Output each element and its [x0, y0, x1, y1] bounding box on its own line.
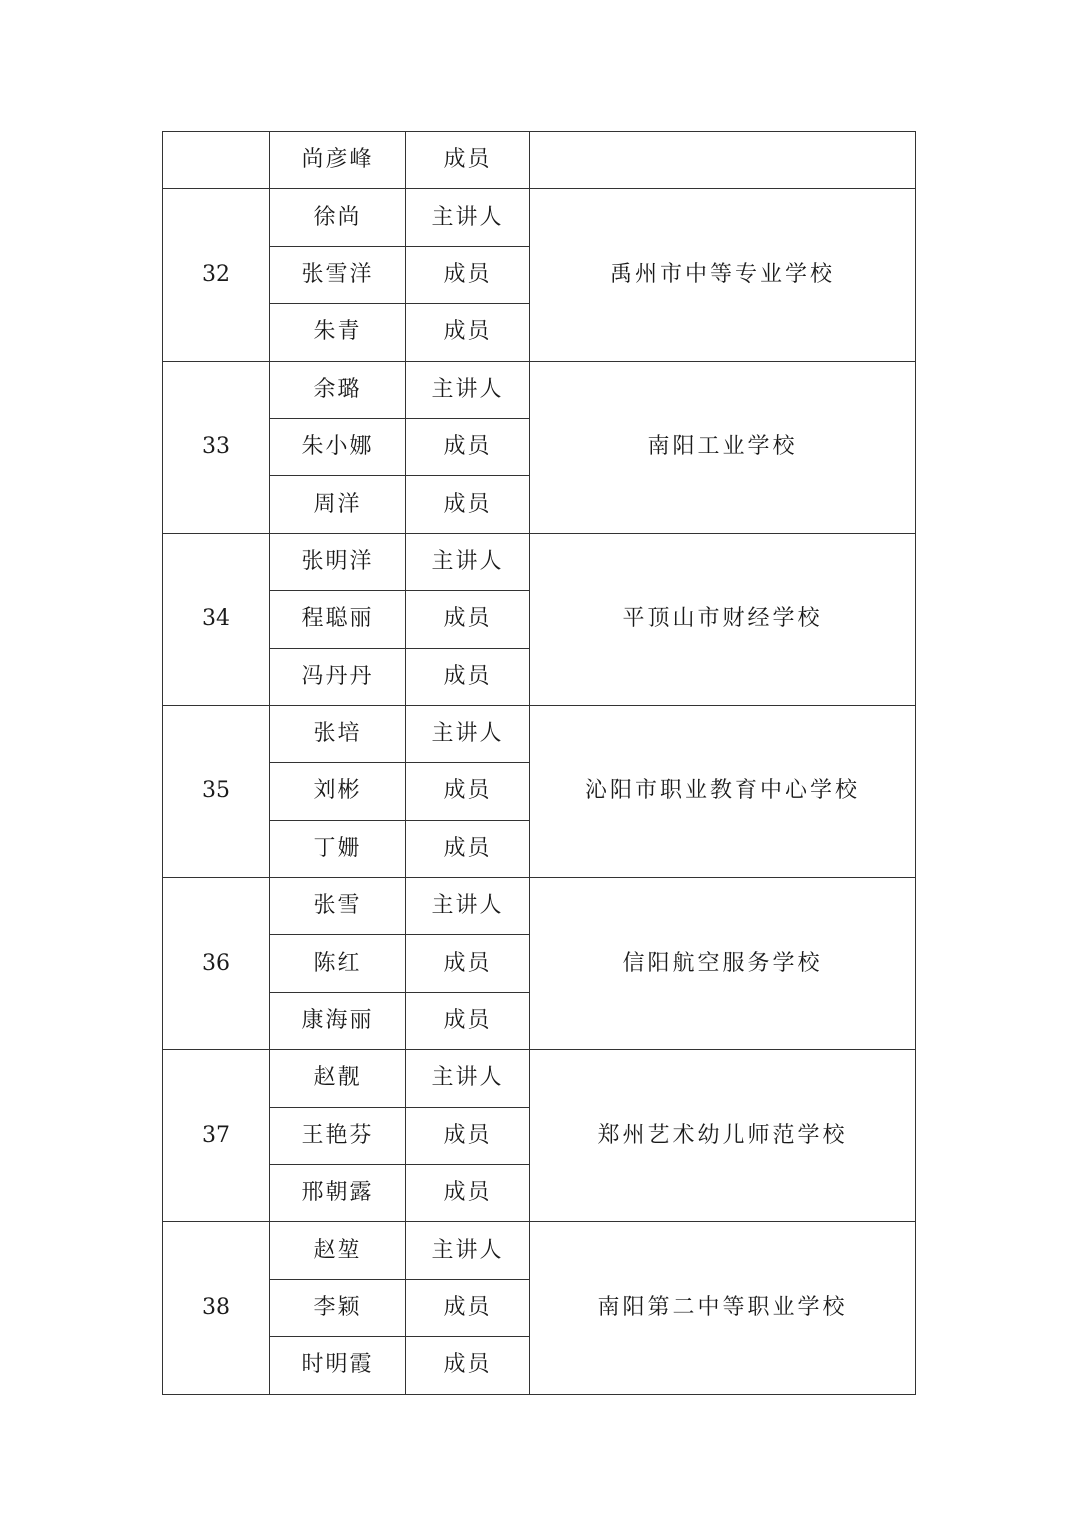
member-name-cell: 赵靓	[270, 1050, 406, 1107]
member-name-cell: 丁姗	[270, 820, 406, 877]
member-name-cell: 张雪	[270, 878, 406, 935]
member-role-cell: 主讲人	[406, 189, 530, 246]
group-number-cell: 34	[163, 533, 270, 705]
member-role-cell: 主讲人	[406, 1050, 530, 1107]
member-role-cell: 成员	[406, 1165, 530, 1222]
member-name-cell: 尚彦峰	[270, 132, 406, 189]
team-roster-body	[163, 132, 916, 1395]
member-role-cell: 成员	[406, 935, 530, 992]
member-role-cell: 成员	[406, 1279, 530, 1336]
group-number-cell: 35	[163, 705, 270, 877]
member-name-cell: 康海丽	[270, 992, 406, 1049]
member-role-cell: 成员	[406, 418, 530, 475]
member-role-cell: 成员	[406, 992, 530, 1049]
member-role-cell: 成员	[406, 132, 530, 189]
member-role-cell: 成员	[406, 246, 530, 303]
member-name-cell: 冯丹丹	[270, 648, 406, 705]
school-cell: 平顶山市财经学校	[530, 533, 916, 705]
member-role-cell: 成员	[406, 763, 530, 820]
member-name-cell: 张雪洋	[270, 246, 406, 303]
member-name-cell: 赵堃	[270, 1222, 406, 1279]
member-role-cell: 成员	[406, 304, 530, 361]
member-name-cell: 张明洋	[270, 533, 406, 590]
table-row	[163, 705, 916, 762]
member-name-cell: 朱小娜	[270, 418, 406, 475]
member-name-cell: 徐尚	[270, 189, 406, 246]
table-row	[163, 361, 916, 418]
member-role-cell: 成员	[406, 820, 530, 877]
member-name-cell: 邢朝露	[270, 1165, 406, 1222]
table-row	[163, 189, 916, 246]
school-cell: 沁阳市职业教育中心学校	[530, 705, 916, 877]
team-roster-table	[162, 131, 916, 1395]
table-row	[163, 1050, 916, 1107]
group-number-cell: 36	[163, 878, 270, 1050]
member-role-cell: 主讲人	[406, 878, 530, 935]
group-number-cell	[163, 132, 270, 189]
member-name-cell: 时明霞	[270, 1337, 406, 1394]
group-number-cell: 37	[163, 1050, 270, 1222]
member-role-cell: 主讲人	[406, 705, 530, 762]
table-row	[163, 132, 916, 189]
group-number-cell: 38	[163, 1222, 270, 1394]
member-role-cell: 成员	[406, 476, 530, 533]
member-role-cell: 主讲人	[406, 361, 530, 418]
member-name-cell: 朱青	[270, 304, 406, 361]
school-cell: 南阳第二中等职业学校	[530, 1222, 916, 1394]
member-role-cell: 主讲人	[406, 533, 530, 590]
school-cell	[530, 132, 916, 189]
table-row	[163, 533, 916, 590]
school-cell: 南阳工业学校	[530, 361, 916, 533]
member-name-cell: 张培	[270, 705, 406, 762]
member-name-cell: 陈红	[270, 935, 406, 992]
school-cell: 禹州市中等专业学校	[530, 189, 916, 361]
table-row	[163, 878, 916, 935]
member-name-cell: 王艳芬	[270, 1107, 406, 1164]
member-name-cell: 程聪丽	[270, 591, 406, 648]
member-name-cell: 余璐	[270, 361, 406, 418]
member-role-cell: 成员	[406, 591, 530, 648]
member-role-cell: 成员	[406, 648, 530, 705]
school-cell: 郑州艺术幼儿师范学校	[530, 1050, 916, 1222]
group-number-cell: 33	[163, 361, 270, 533]
school-cell: 信阳航空服务学校	[530, 878, 916, 1050]
member-name-cell: 刘彬	[270, 763, 406, 820]
table-row	[163, 1222, 916, 1279]
member-role-cell: 成员	[406, 1107, 530, 1164]
member-role-cell: 成员	[406, 1337, 530, 1394]
member-name-cell: 周洋	[270, 476, 406, 533]
group-number-cell: 32	[163, 189, 270, 361]
member-role-cell: 主讲人	[406, 1222, 530, 1279]
member-name-cell: 李颖	[270, 1279, 406, 1336]
